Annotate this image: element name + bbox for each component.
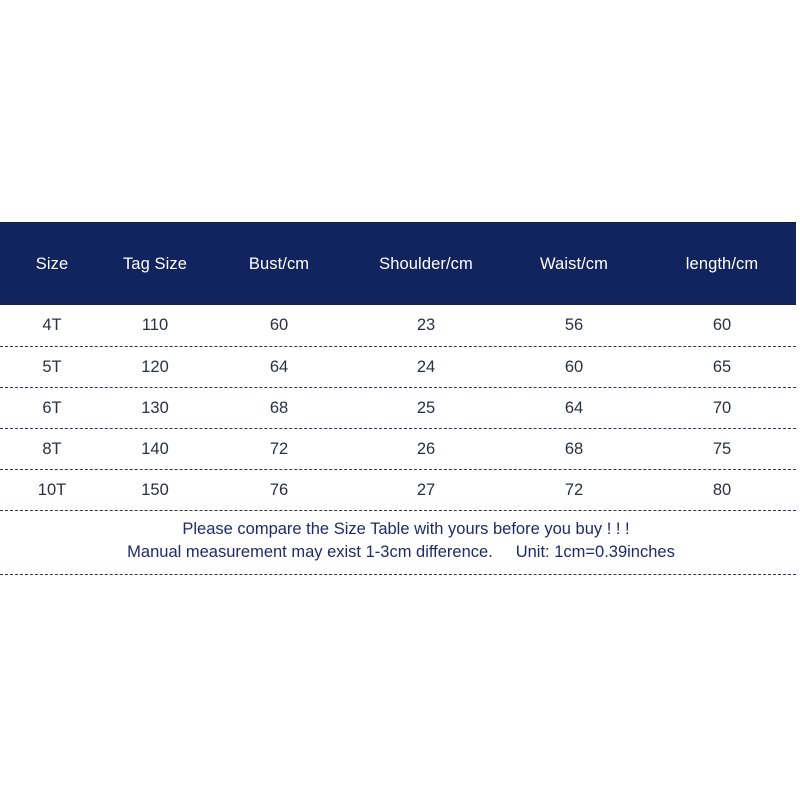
cell-tag-size: 140 bbox=[141, 439, 169, 458]
table-row bbox=[0, 305, 796, 347]
cell-length: 65 bbox=[712, 357, 732, 376]
cell-length: 70 bbox=[712, 398, 732, 417]
cell-waist: 56 bbox=[564, 316, 584, 334]
table-row bbox=[0, 347, 796, 388]
table-header bbox=[0, 222, 796, 305]
size-table bbox=[0, 222, 796, 511]
cell-length: 75 bbox=[712, 439, 732, 458]
header-size: Size bbox=[35, 254, 69, 273]
cell-bust: 76 bbox=[269, 480, 289, 499]
cell-tag-size: 150 bbox=[141, 480, 169, 499]
cell-waist: 68 bbox=[564, 439, 584, 458]
cell-shoulder: 27 bbox=[416, 480, 436, 499]
cell-shoulder: 24 bbox=[416, 357, 436, 376]
cell-size: 10T bbox=[37, 480, 67, 499]
cell-tag-size: 110 bbox=[141, 316, 169, 334]
cell-length: 80 bbox=[712, 480, 732, 499]
cell-length: 60 bbox=[712, 316, 732, 334]
cell-waist: 64 bbox=[564, 398, 584, 417]
cell-size: 5T bbox=[42, 357, 62, 376]
cell-bust: 72 bbox=[269, 439, 289, 458]
header-shoulder: Shoulder/cm bbox=[379, 254, 473, 273]
cell-waist: 60 bbox=[564, 357, 584, 376]
cell-shoulder: 26 bbox=[416, 439, 436, 458]
table-row bbox=[0, 470, 796, 511]
table-row bbox=[0, 388, 796, 429]
compare-size-notice: Please compare the Size Table with yours before you buy ! ! ! bbox=[182, 520, 630, 538]
cell-size: 4T bbox=[42, 316, 62, 334]
cell-bust: 64 bbox=[269, 357, 289, 376]
cell-size: 8T bbox=[42, 439, 62, 458]
cell-bust: 68 bbox=[269, 398, 289, 417]
cell-bust: 60 bbox=[269, 316, 289, 334]
header-bust: Bust/cm bbox=[248, 254, 310, 273]
table-row bbox=[0, 429, 796, 470]
cell-waist: 72 bbox=[564, 480, 584, 499]
measurement-note bbox=[0, 510, 796, 575]
cell-size: 6T bbox=[42, 398, 62, 417]
header-waist: Waist/cm bbox=[539, 254, 609, 273]
cell-shoulder: 23 bbox=[416, 316, 436, 334]
cell-shoulder: 25 bbox=[416, 398, 436, 417]
measurement-unit-notice: Manual measurement may exist 1-3cm difference. Unit: 1cm=0.39inches bbox=[127, 543, 675, 561]
header-length: length/cm bbox=[685, 254, 759, 273]
table-body bbox=[0, 305, 796, 511]
cell-tag-size: 120 bbox=[141, 357, 169, 376]
header-tag-size: Tag Size bbox=[122, 254, 188, 273]
cell-tag-size: 130 bbox=[141, 398, 169, 417]
